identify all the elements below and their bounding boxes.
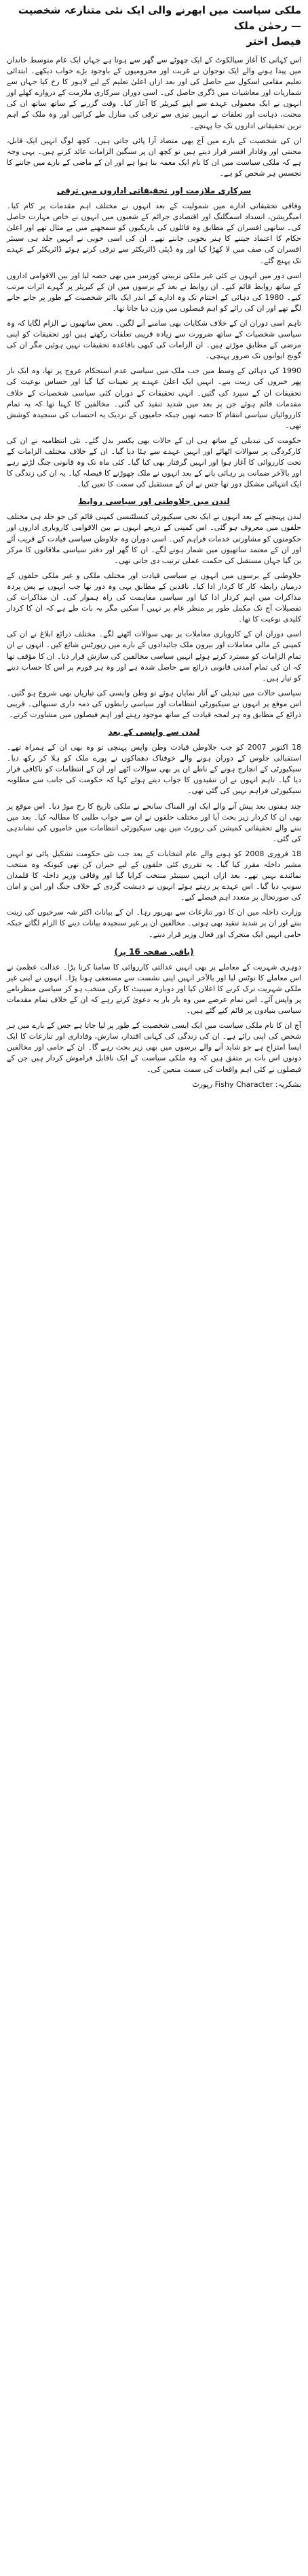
section-subhead: سرکاری ملازمت اور تحقیقاتی اداروں میں ترقی (56, 186, 252, 196)
article-footer (7, 1079, 301, 1090)
paragraph: آج ان کا نام ملکی سیاست میں ایک ایسی شخصیت کے طور پر لیا جاتا ہے جس کے بارے میں ہر شخص کی اپنی رائے ہے۔ ان کی زندگی کی کہانی اقتدار، سازش، وفاداری اور تنازعات کا ایک ایسا امتزاج ہے جو شاید آنے والے برسوں میں بھی زیر بحث رہے گا۔ ان کے حامی اور مخالفین دونوں اس بات پر متفق ہیں کہ وہ ملکی سیاست کے ایک ناقابل فراموش کردار ہیں جن کے فیصلوں نے کئی اہم واقعات کی سمت متعین کی۔ (7, 1021, 301, 1074)
paragraph: ان کی شخصیت کے بارے میں آج بھی متضاد آرا پائی جاتی ہیں۔ کچھ لوگ انہیں ایک قابل، محنتی اور وفادار افسر قرار دیتے ہیں تو کچھ ان پر سنگین الزامات عائد کرتے ہیں۔ یہی وجہ ہے کہ ملکی سیاست میں ان کا نام ایک معمہ بنا ہوا ہے اور ان کے ماضی کے بارے میں جاننے کا تجسس ہر شخص کو ہے۔ (7, 136, 301, 178)
article-byline: فیصل اختر (246, 35, 301, 47)
article-section (7, 201, 301, 490)
paragraph: سیاسی حالات میں تبدیلی کے آثار نمایاں ہوئے تو وطن واپسی کی تیاریاں بھی شروع ہو گئیں۔ اس موقع پر انہوں نے سیکیورٹی انتظامات اور سیاسی رابطوں کی ذمہ داری سنبھالی۔ قریبی ذرائع کے مطابق وہ ہر لمحہ قیادت کے ساتھ موجود رہتے اور اہم فیصلوں میں مشاورت کرتے۔ (7, 688, 301, 719)
paragraph: 18 فروری 2008 کو ہونے والے عام انتخابات کے بعد جب نئی حکومت تشکیل پائی تو انہیں مشیر داخلہ مقرر کیا گیا۔ یہ تقرری کئی حلقوں کے لیے حیران کن تھی کیونکہ وہ منتخب نمائندے نہیں تھے۔ بعد ازاں انہیں سینیٹر منتخب کرایا گیا اور وفاقی وزیر داخلہ کا قلمدان سونپ دیا گیا۔ اس عہدے پر رہتے ہوئے انہوں نے دہشت گردی کے خلاف جنگ اور امن و امان کی صورتحال پر متعدد اہم فیصلے کیے۔ (7, 849, 301, 902)
paragraph: جلاوطنی کے برسوں میں انہوں نے سیاسی قیادت اور مختلف ملکی و غیر ملکی حلقوں کے درمیان رابطہ کار کا کردار ادا کیا۔ ناقدین کے مطابق یہی وہ دور تھا جب انہوں نے پس پردہ مذاکرات میں اہم کردار ادا کیا اور سیاسی مفاہمت کی راہ ہموار کی۔ ان مذاکرات کی تفصیلات آج تک مکمل طور پر منظر عام پر نہیں آ سکیں مگر یہ بات طے ہے کہ ان کا کردار کلیدی نوعیت کا تھا۔ (7, 571, 301, 624)
article-section (7, 55, 301, 179)
article-section (7, 742, 301, 940)
paragraph: اسی دوران ان کے کاروباری معاملات پر بھی سوالات اٹھنے لگے۔ مختلف ذرائع ابلاغ نے ان کی کمپنی کے مالی معاملات اور بیرون ملک جائیدادوں کے بارے میں رپورٹس شائع کیں۔ انہوں نے ان تمام الزامات کو مسترد کرتے ہوئے انہیں سیاسی مخالفین کی سازش قرار دیا۔ ان کا مؤقف تھا کہ ان کی تمام آمدنی قانونی ذرائع سے حاصل شدہ ہے اور وہ ہر فورم پر اس کا حساب دینے کو تیار ہیں۔ (7, 630, 301, 683)
article-body (7, 55, 301, 1075)
paragraph: دوہری شہریت کے معاملے پر بھی انہیں عدالتی کارروائی کا سامنا کرنا پڑا۔ عدالت عظمیٰ نے اس معاملے کا نوٹس لیا اور بالآخر انہیں اپنی نشست سے مستعفی ہونا پڑا۔ انہوں نے اپنی غیر ملکی شہریت ترک کرنے کا اعلان کیا اور دوبارہ سینیٹ کا رکن منتخب ہو کر سیاسی منظرنامے پر واپس آئے۔ اس تمام عرصے میں وہ بار بار یہ دعویٰ کرتے رہے کہ ان کے خلاف تمام مقدمات سیاسی بنیادوں پر قائم کیے گئے ہیں۔ (7, 962, 301, 1016)
paragraph: تاہم اسی دوران ان کے خلاف شکایات بھی سامنے آنے لگیں۔ بعض ساتھیوں نے الزام لگایا کہ وہ سیاسی شخصیات کے ساتھ ضرورت سے زیادہ قریبی تعلقات رکھتے ہیں اور تحقیقات کو اپنی مرضی کے مطابق موڑتے ہیں۔ ان الزامات کی کبھی باقاعدہ تحقیقات نہیں ہوئیں مگر ان کی گونج ایوانوں تک ضرور پہنچی۔ (7, 318, 301, 361)
article-headline (7, 3, 301, 50)
headline-text: ملکی سیاست میں ابھرنے والی ایک نئی متنازعہ شخصیت — رحمٰن ملک (18, 4, 301, 32)
paragraph: وزارت داخلہ میں ان کا دور تنازعات سے بھرپور رہا۔ ان کے بیانات اکثر شہ سرخیوں کی زینت بنتے اور ان پر شدید تنقید بھی ہوتی۔ مخالفین ان پر غیر سنجیدہ بیانات دینے کا الزام لگاتے جبکہ حامی انہیں ایک متحرک اور فعال وزیر قرار دیتے۔ (7, 908, 301, 939)
paragraph: چند ہفتوں بعد پیش آنے والے ایک اور المناک سانحے نے ملکی تاریخ کا رخ موڑ دیا۔ اس موقع پر بھی ان کا کردار زیر بحث آیا اور مختلف حلقوں نے ان سے جواب طلبی کا مطالبہ کیا۔ بعد میں بننے والے تحقیقاتی کمیشن کی رپورٹ میں بھی سیکیورٹی انتظامات میں خامیوں کی نشاندہی کی گئی۔ (7, 801, 301, 843)
paragraph: 18 اکتوبر 2007 کو جب جلاوطن قیادت وطن واپس پہنچی تو وہ بھی ان کے ہمراہ تھے۔ استقبالی جلوس کے دوران ہونے والے خوفناک دھماکوں نے پورے ملک کو ہلا کر رکھ دیا۔ سیکیورٹی کے انچارج ہونے کے ناطے ان پر بھی سوالات اٹھے اور ان کے انتظامات کو ناکافی قرار دیا گیا۔ تاہم انہوں نے ان تنقیدوں کا جواب دیتے ہوئے کہا کہ حکومت کی جانب سے مطلوبہ سیکیورٹی فراہم نہیں کی گئی تھی۔ (7, 743, 301, 796)
article-section (7, 962, 301, 1075)
paragraph: لندن پہنچنے کے بعد انہوں نے ایک نجی سیکیورٹی کنسلٹنسی کمپنی قائم کی جو جلد ہی مختلف حلقوں میں معروف ہو گئی۔ اس کمپنی کے ذریعے انہوں نے بین الاقوامی کاروباری اداروں اور حکومتوں کو مشاورتی خدمات فراہم کیں۔ اسی دوران وہ جلاوطن سیاسی قیادت کے قریب آئے اور ان کے معتمد ساتھیوں میں شمار ہونے لگے۔ ان کا گھر اور دفتر سیاسی ملاقاتوں کا مرکز بن گیا جہاں مستقبل کی حکمت عملی ترتیب دی جاتی تھی۔ (7, 512, 301, 565)
paragraph: حکومت کی تبدیلی کے ساتھ ہی ان کے حالات بھی یکسر بدل گئے۔ نئی انتظامیہ نے ان کی کارکردگی پر سوالات اٹھائے اور انہیں عہدے سے ہٹا دیا گیا۔ ان کے خلاف مختلف الزامات کے تحت کارروائی کا آغاز ہوا اور انہیں گرفتار بھی کیا گیا۔ کئی ماہ تک وہ قانونی جنگ لڑتے رہے اور بالآخر ضمانت پر رہائی پانے کے بعد انہوں نے ملک چھوڑنے کا فیصلہ کیا۔ یہ ان کی زندگی کا ایک انتہائی مشکل دور تھا جس نے ان کے مستقبل کی سمت کا تعین کیا۔ (7, 436, 301, 489)
section-subhead: لندن میں جلاوطنی اور سیاسی روابط (78, 497, 230, 507)
footer-text: بشکریہ: Fishy Character رپورٹ (192, 1079, 301, 1089)
section-subhead: لندن سے واپسی کے بعد (108, 727, 200, 737)
article-section (7, 512, 301, 720)
paragraph: 1990 کی دہائی کے وسط میں جب ملک میں سیاسی عدم استحکام عروج پر تھا، وہ ایک بار پھر خبروں کی زینت بنے۔ انہیں ایک اعلیٰ عہدے پر تعینات کیا گیا اور حساس نوعیت کی تحقیقات ان کے سپرد کی گئیں۔ انہی تحقیقات کے دوران کئی سیاسی شخصیات کے خلاف مقدمات قائم ہوئے جن پر بعد میں شدید تنقید کی گئی۔ مخالفین کا کہنا تھا کہ یہ تمام کارروائیاں سیاسی انتقام کا حصہ تھیں جبکہ حامیوں کے نزدیک یہ احتساب کی سنجیدہ کوشش تھی۔ (7, 366, 301, 430)
section-subhead: (باقی صفحہ 16 پر) (114, 946, 194, 957)
paragraph: اس کہانی کا آغاز سیالکوٹ کے ایک چھوٹے سے گھر سے ہوتا ہے جہاں ایک عام متوسط خاندان میں پیدا ہونے والے ایک نوجوان نے غربت اور محرومیوں کے باوجود بڑے خواب دیکھے۔ ابتدائی تعلیم مقامی اسکول سے حاصل کی اور بعد ازاں اعلیٰ تعلیم کے لیے لاہور کا رخ کیا جہاں سے شماریات اور معاشیات میں ڈگری حاصل کی۔ اسی دوران سرکاری ملازمت کے دروازے کھلے اور انہوں نے ایک معمولی عہدے سے اپنے کیریئر کا آغاز کیا۔ وقت گزرنے کے ساتھ ساتھ ان کی محنت، ذہانت اور تعلقات نے انہیں تیزی سے ترقی کی منازل طے کرائیں اور وہ ملک کے اہم ترین تحقیقاتی اداروں تک جا پہنچے۔ (7, 56, 301, 130)
paragraph: وفاقی تحقیقاتی ادارے میں شمولیت کے بعد انہوں نے مختلف اہم مقدمات پر کام کیا۔ امیگریشن، انسداد اسمگلنگ اور اقتصادی جرائم کے شعبوں میں انہوں نے خاص مہارت حاصل کی۔ ساتھی افسران کے مطابق وہ فائلوں کی باریکیوں کو سمجھنے میں بے مثال تھے اور اعلیٰ حکام کا اعتماد جیتنے کا ہنر بخوبی جانتے تھے۔ ان کی اسی خوبی نے انہیں جلد ہی سینئر افسران کی صف میں لا کھڑا کیا اور وہ ڈپٹی ڈائریکٹر سے ترقی کرتے ہوئے ڈائریکٹر کے عہدے تک پہنچ گئے۔ (7, 201, 301, 265)
paragraph: اسی دور میں انہوں نے کئی غیر ملکی تربیتی کورسز میں بھی حصہ لیا اور بین الاقوامی اداروں کے ساتھ روابط قائم کیے۔ ان روابط نے بعد کے برسوں میں ان کے کیریئر پر گہرے اثرات مرتب کیے۔ 1980 کی دہائی کے اختتام تک وہ ادارے کے اندر ایک بااثر شخصیت کے طور پر جانے جانے لگے تھے اور ان کی رائے کو اہم فیصلوں میں وزن دیا جاتا تھا۔ (7, 271, 301, 313)
